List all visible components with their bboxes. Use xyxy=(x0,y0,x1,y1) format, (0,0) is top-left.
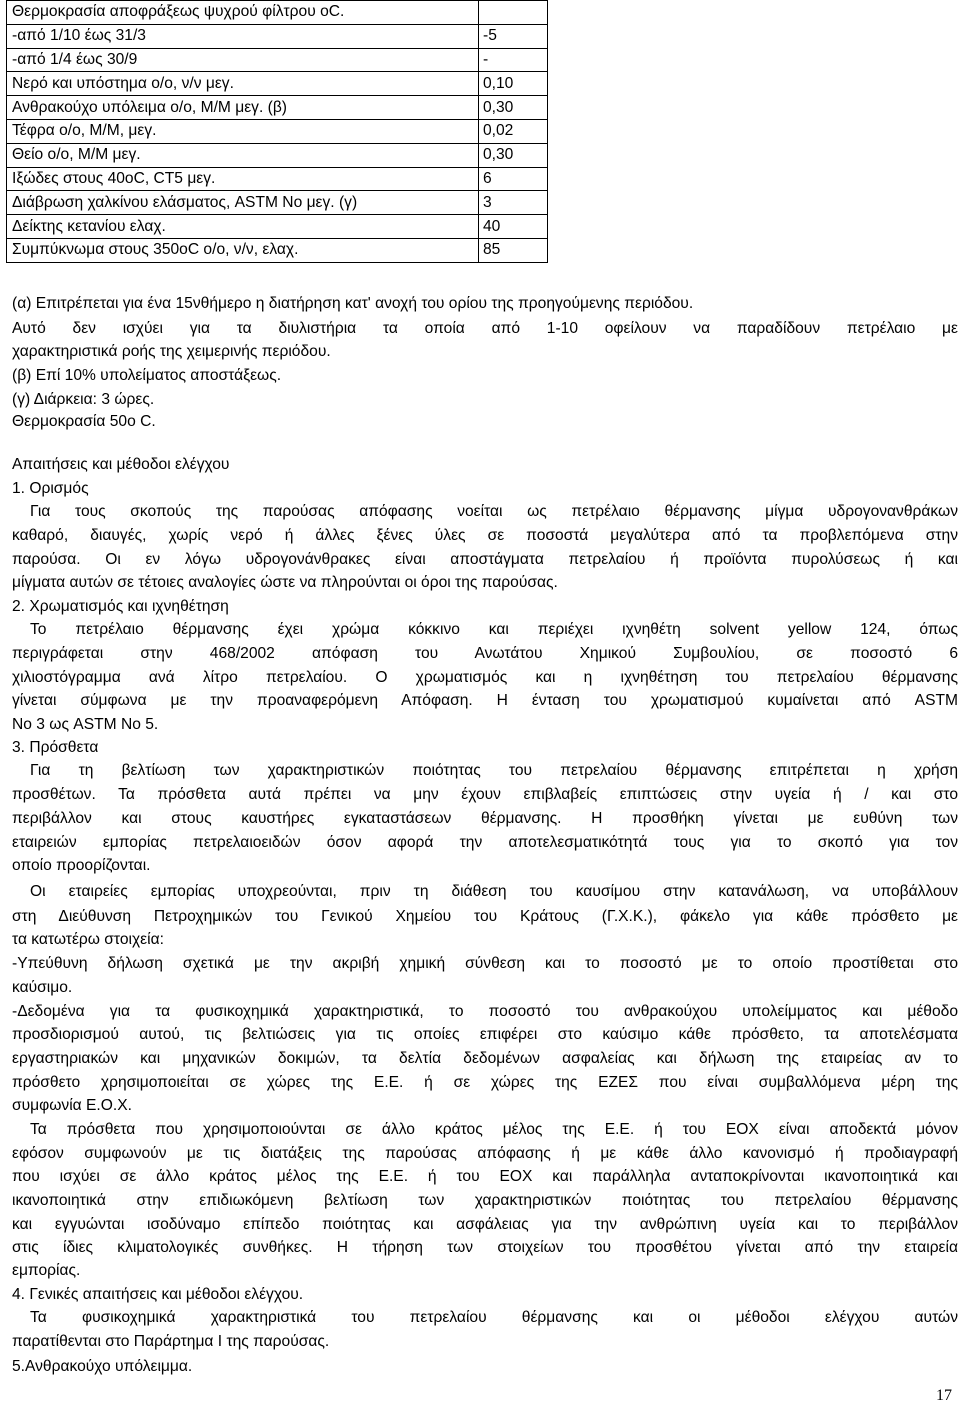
value-cell: 0,10 xyxy=(479,72,548,96)
text-line: Θερμοκρασία 50ο C. xyxy=(12,413,156,430)
property-cell: Θερμοκρασία αποφράξεως ψυχρού φίλτρου oC. xyxy=(7,1,479,25)
text-line: τα κατωτέρω στοιχεία: xyxy=(12,931,164,948)
text-line: εταιρειών εμπορίας πετρελαιοειδών όσον αφορά την αποτελεσματικότητά τους για το σκοπό για τον xyxy=(12,834,958,851)
text-line: παρατίθενται στο Παράρτημα Ι της παρούσας. xyxy=(12,1333,330,1350)
property-cell: Θείο ο/ο, Μ/Μ μεγ. xyxy=(7,143,479,167)
text-line: -Υπεύθυνη δήλωση σχετικά με την ακριβή χημική σύνθεση και το ποσοστό με το οποίο προστίθεται στο xyxy=(12,955,958,972)
text-line: ικανοποιητικά στην επιδιωκόμενη βελτίωση των χαρακτηριστικών ποιότητας του πετρελαίου θέρμανσης xyxy=(12,1192,958,1209)
property-cell: -από 1/10 έως 31/3 xyxy=(7,24,479,48)
section-title-5: 5.Ανθρακούχο υπόλειμμα. xyxy=(12,1358,193,1375)
text-line: (α) Επιτρέπεται για ένα 15νθήμερο η διατήρηση κατ' ανοχή του ορίου της προηγούμενης περιόδου. xyxy=(12,295,694,312)
table-row xyxy=(7,119,548,143)
property-cell: Διάβρωση χαλκίνου ελάσματος, ASTM Νο μεγ. (γ) xyxy=(7,191,479,215)
table-row xyxy=(7,143,548,167)
value-cell: 85 xyxy=(479,238,548,262)
text-line: στις ίδιες κλιματολογικές συνθήκες. Η τήρηση των στοιχείων του προσθέτου γίνεται από την εταιρεία xyxy=(12,1239,958,1256)
page-number: 17 xyxy=(936,1387,952,1404)
text-line: Αυτό δεν ισχύει για τα διυλιστήρια τα οποία από 1-10 οφείλουν να παραδίδουν πετρέλαιο με xyxy=(12,320,958,337)
property-cell: Δείκτης κετανίου ελαχ. xyxy=(7,215,479,239)
specification-table xyxy=(6,0,548,263)
table-row xyxy=(7,1,548,25)
property-cell: Τέφρα ο/ο, Μ/Μ, μεγ. xyxy=(7,119,479,143)
table-row xyxy=(7,191,548,215)
property-cell: Ιξώδες στους 40oC, CT5 μεγ. xyxy=(7,167,479,191)
text-line: περιβάλλον και στους καυστήρες εγκαταστάσεων θέρμανσης. Η προσθήκη γίνεται με ευθύνη των xyxy=(12,810,958,827)
table-row xyxy=(7,72,548,96)
text-line: οποίο προορίζονται. xyxy=(12,857,151,874)
text-line: χιλιοστόγραμμα ανά λίτρο πετρελαίου. Ο χρωματισμός και η ιχνηθέτηση του πετρελαίου θέρμανσης xyxy=(12,669,958,686)
text-line: Νο 3 ως ASTM Νο 5. xyxy=(12,716,159,733)
table-row xyxy=(7,215,548,239)
value-cell: -5 xyxy=(479,24,548,48)
text-line: καθαρό, διαυγές, χωρίς νερό ή άλλες ξένες ύλες σε ποσοστά μεγαλύτερα από τα προβλεπόμενα στην xyxy=(12,527,958,544)
text-line: Τα φυσικοχημικά χαρακτηριστικά του πετρελαίου θέρμανσης και οι μέθοδοι ελέγχου αυτών xyxy=(30,1309,958,1326)
text-line: γίνεται σύμφωνα με την προαναφερόμενη Απόφαση. Η ένταση του χρωματισμού κυμαίνεται από ASTM xyxy=(12,692,958,709)
text-line: εργαστηριακών και μηχανικών δοκιμών, τα δελτία δεδομένων ασφαλείας και δήλωση της εταιρείας αν το xyxy=(12,1050,958,1067)
text-line: -Δεδομένα για τα φυσικοχημικά χαρακτηριστικά, το ποσοστό του ανθρακούχου υπολείμματος και μέθοδο xyxy=(12,1003,958,1020)
property-cell: Συμπύκνωμα στους 350oC ο/ο, ν/ν, ελαχ. xyxy=(7,238,479,262)
table-row xyxy=(7,167,548,191)
text-line: χαρακτηριστικά ροής της χειμερινής περιόδου. xyxy=(12,343,331,360)
text-line: παρούσα. Οι εν λόγω υδρογονάνθρακες είναι αποστάγματα πετρελαίου ή προϊόντα πυρολύσεως ή και xyxy=(12,551,958,568)
section-title-3: 3. Πρόσθετα xyxy=(12,739,99,756)
value-cell: 0,30 xyxy=(479,96,548,120)
text-line: περιγράφεται στην 468/2002 απόφαση του Ανωτάτου Χημικού Συμβουλίου, σε ποσοστό 6 xyxy=(12,645,958,662)
text-line: που ισχύει σε άλλο κράτος μέλος της Ε.Ε. ή του ΕΟΧ και παράλληλα ανταποκρίνονται ικανοποιητικά και xyxy=(12,1168,958,1185)
text-line: μίγματα αυτών σε τέτοιες αναλογίες ώστε να πληρούνται οι όροι της παρούσας. xyxy=(12,574,558,591)
text-line: Για τη βελτίωση των χαρακτηριστικών ποιότητας του πετρελαίου θέρμανσης επιτρέπεται η χρήση xyxy=(30,762,958,779)
text-line: πρόσθετο χρησιμοποιείται σε χώρες της Ε.Ε. ή σε χώρες της ΕΖΕΣ που είναι συμβαλλόμενα μέρη της xyxy=(12,1074,958,1091)
text-line: καύσιμο. xyxy=(12,979,73,996)
section-title-4: 4. Γενικές απαιτήσεις και μέθοδοι ελέγχου. xyxy=(12,1286,304,1303)
text-line: στη Διεύθυνση Πετροχημικών του Γενικού Χημείου του Κράτους (Γ.Χ.Κ.), φάκελο για κάθε πρόσθετο με xyxy=(12,908,958,925)
property-cell: -από 1/4 έως 30/9 xyxy=(7,48,479,72)
value-cell: 6 xyxy=(479,167,548,191)
section-heading: Απαιτήσεις και μέθοδοι ελέγχου xyxy=(12,456,230,473)
section-title-2: 2. Χρωματισμός και ιχνηθέτηση xyxy=(12,598,229,615)
value-cell: 40 xyxy=(479,215,548,239)
value-cell: - xyxy=(479,48,548,72)
table-row xyxy=(7,24,548,48)
text-line: Το πετρέλαιο θέρμανσης έχει χρώμα κόκκινο και περιέχει ιχνηθέτη solvent yellow 124, όπως xyxy=(30,621,958,638)
text-line: συμφωνία Ε.Ο.Χ. xyxy=(12,1097,132,1114)
table-row xyxy=(7,96,548,120)
property-cell: Νερό και υπόστημα ο/ο, ν/ν μεγ. xyxy=(7,72,479,96)
value-cell: 0,02 xyxy=(479,119,548,143)
text-line: Για τους σκοπούς της παρούσας απόφασης νοείται ως πετρέλαιο θέρμανσης μίγμα υδρογονανθράκων xyxy=(30,503,958,520)
text-line: (β) Επί 10% υπολείματος αποστάξεως. xyxy=(12,367,282,384)
text-line: προσδιορισμού αυτού, τις βελτιώσεις για τις οποίες επιφέρει στο καύσιμο κάθε πρόσθετο, τα αποτελέσματα xyxy=(12,1026,958,1043)
table-row xyxy=(7,48,548,72)
text-line: (γ) Διάρκεια: 3 ώρες. xyxy=(12,391,155,408)
text-line: προσθέτων. Τα πρόσθετα αυτά πρέπει να μην έχουν επιβλαβείς επιπτώσεις στην υγεία ή / και στο xyxy=(12,786,958,803)
text-line: εμπορίας. xyxy=(12,1262,81,1279)
section-title-1: 1. Ορισμός xyxy=(12,480,89,497)
text-line: Οι εταιρείες εμπορίας υποχρεούνται, πριν τη διάθεση του καυσίμου στην κατανάλωση, να υποβάλλουν xyxy=(30,883,958,900)
value-cell xyxy=(479,1,548,25)
value-cell: 0,30 xyxy=(479,143,548,167)
value-cell: 3 xyxy=(479,191,548,215)
property-cell: Ανθρακούχο υπόλειμα ο/ο, Μ/Μ μεγ. (β) xyxy=(7,96,479,120)
table-row xyxy=(7,238,548,262)
text-line: και εγγυώνται ισοδύναμο επίπεδο ποιότητας και ασφάλειας για την ανθρώπινη υγεία και το περιβάλλον xyxy=(12,1216,958,1233)
text-line: Τα πρόσθετα που χρησιμοποιούνται σε άλλο κράτος μέλος της Ε.Ε. ή του ΕΟΧ είναι αποδεκτά μόνον xyxy=(30,1121,958,1138)
text-line: εφόσον συμφωνούν με τις διατάξεις της παρούσας απόφασης ή με κάθε άλλο κανονισμό ή προδιαγραφή xyxy=(12,1145,958,1162)
